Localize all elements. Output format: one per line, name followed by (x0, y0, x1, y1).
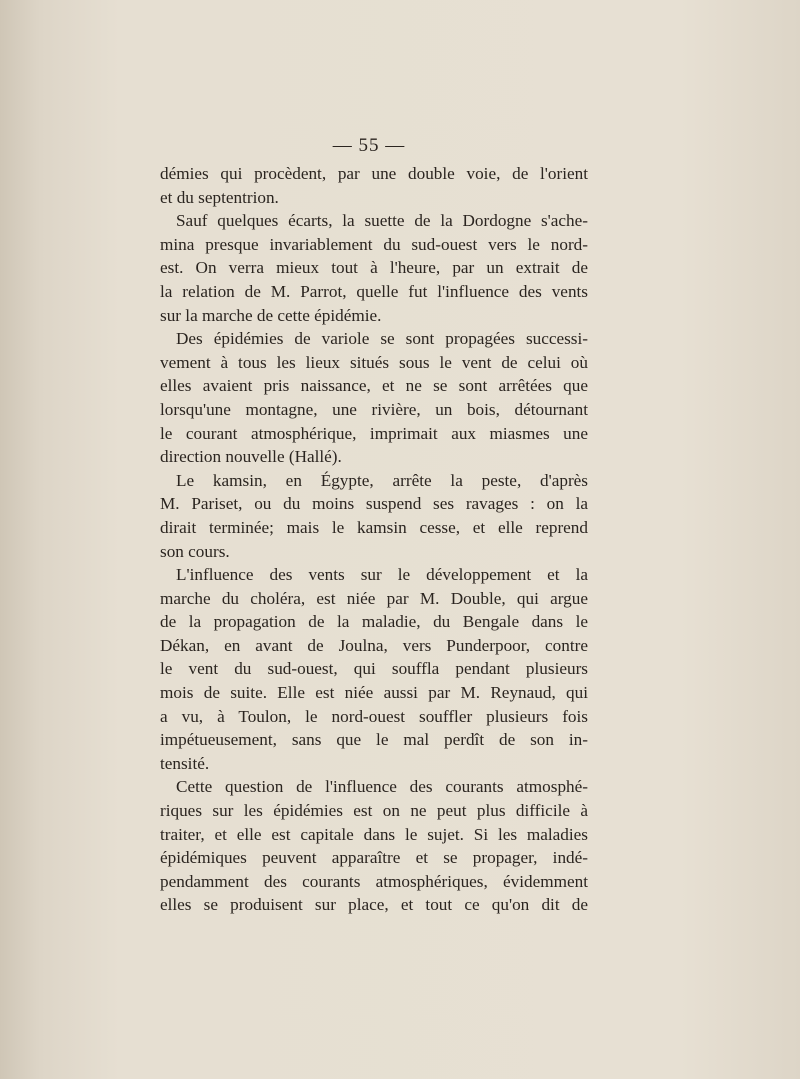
text-line: L'influence des vents sur le développement et la (176, 565, 588, 585)
paragraph (160, 469, 588, 563)
body-text (160, 162, 588, 917)
text-line: Le kamsin, en Égypte, arrête la peste, d'après (176, 470, 588, 490)
text-line: traiter, et elle est capitale dans le sujet. Si les maladies (160, 824, 588, 844)
text-line: vement à tous les lieux situés sous le vent de celui où (160, 352, 588, 372)
text-line: elles se produisent sur place, et tout ce qu'on dit de (160, 895, 588, 915)
text-line: marche du choléra, est niée par M. Double, qui argue (160, 588, 588, 608)
text-line: et du septentrion. (160, 187, 279, 207)
paragraph (160, 775, 588, 917)
text-line: impétueusement, sans que le mal perdît de son in- (160, 730, 588, 750)
text-line: dirait terminée; mais le kamsin cesse, et elle reprend (160, 517, 588, 537)
text-line: tensité. (160, 753, 210, 773)
text-line: démies qui procèdent, par une double voie, de l'orient (160, 164, 588, 183)
text-line: est. On verra mieux tout à l'heure, par un extrait de (160, 258, 588, 278)
text-line: elles avaient pris naissance, et ne se sont arrêtées que (160, 376, 588, 396)
paragraph (160, 209, 588, 327)
text-line: a vu, à Toulon, le nord-ouest souffler plusieurs fois (160, 706, 588, 726)
page-number: — 55 — (332, 135, 406, 156)
text-line: Des épidémies de variole se sont propagées successi- (176, 329, 588, 349)
text-line: le vent du sud-ouest, qui souffla pendant plusieurs (160, 659, 588, 679)
text-line: pendamment des courants atmosphériques, évidemment (160, 871, 588, 891)
text-line: mina presque invariablement du sud-ouest vers le nord- (160, 234, 588, 254)
paragraph (160, 327, 588, 469)
text-line: Cette question de l'influence des courants atmosphé- (176, 777, 588, 797)
text-line: Dékan, en avant de Joulna, vers Punderpoor, contre (160, 635, 588, 655)
text-line: lorsqu'une montagne, une rivière, un bois, détournant (160, 399, 588, 419)
text-line: son cours. (160, 541, 230, 561)
text-line: épidémiques peuvent apparaître et se propager, indé- (160, 848, 588, 868)
text-line: M. Pariset, ou du moins suspend ses ravages : on la (160, 494, 588, 514)
text-line: riques sur les épidémies est on ne peut plus difficile à (160, 801, 588, 821)
text-line: direction nouvelle (Hallé). (160, 447, 342, 467)
text-line: Sauf quelques écarts, la suette de la Dordogne s'ache- (176, 211, 588, 231)
paragraph (160, 162, 588, 209)
text-line: le courant atmosphérique, imprimait aux miasmes une (160, 423, 588, 443)
text-line: de la propagation de la maladie, du Bengale dans le (160, 612, 588, 632)
text-line: mois de suite. Elle est niée aussi par M. Reynaud, qui (160, 683, 588, 703)
paragraph (160, 563, 588, 775)
text-line: la relation de M. Parrot, quelle fut l'influence des vents (160, 281, 588, 301)
text-line: sur la marche de cette épidémie. (160, 305, 382, 325)
